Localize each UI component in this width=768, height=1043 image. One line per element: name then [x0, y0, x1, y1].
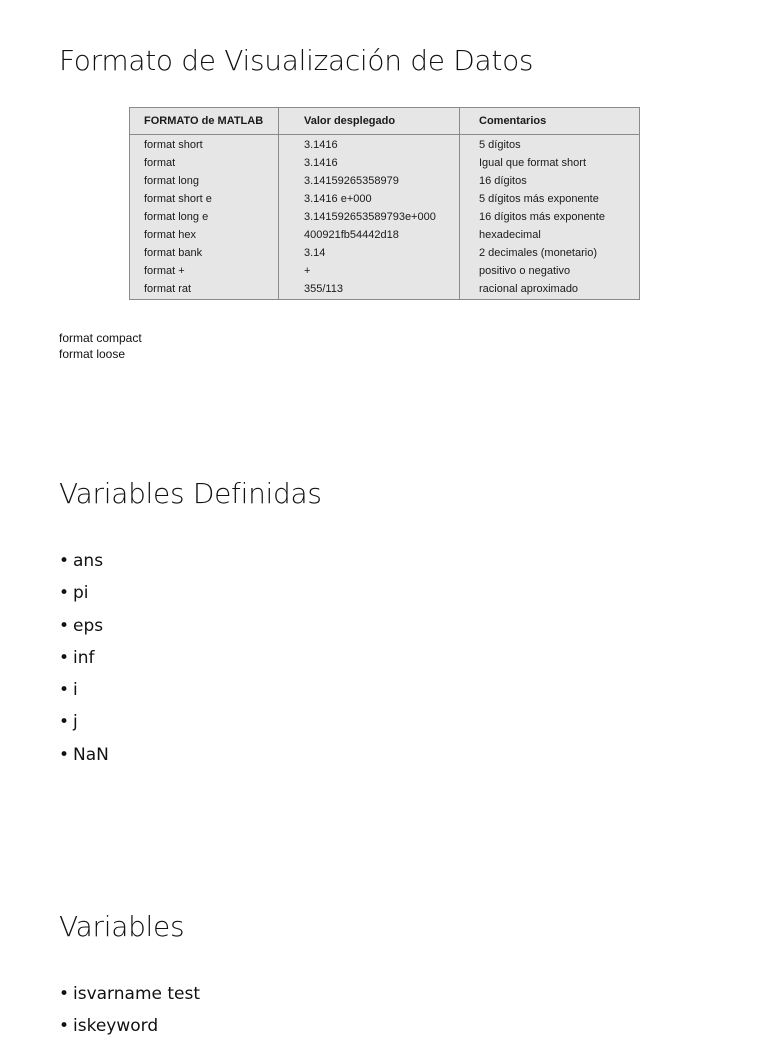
list-item-label: NaN [73, 744, 109, 765]
bullet-icon: • [59, 551, 70, 571]
variables-list [59, 978, 200, 1043]
list-item-label: eps [73, 615, 104, 636]
format-notes [59, 330, 142, 362]
table-header-comentarios: Comentarios [479, 115, 547, 127]
table-header-format: FORMATO de MATLAB [144, 115, 264, 127]
list-item-label: inf [73, 647, 95, 668]
table-cell: 3.1416 [304, 157, 338, 169]
list-item [59, 642, 109, 674]
table-cell: 2 decimales (monetario) [479, 247, 597, 259]
list-item [59, 610, 109, 642]
table-cell: format [144, 157, 176, 169]
table-cell: format short [144, 139, 203, 151]
list-item [59, 577, 109, 609]
table-cell: 355/113 [304, 283, 343, 295]
table-cell: positivo o negativo [479, 265, 571, 277]
column-divider [278, 108, 279, 299]
table-cell: 5 dígitos [479, 139, 521, 151]
bullet-icon: • [59, 1016, 70, 1037]
table-cell: format + [144, 265, 185, 277]
header-divider [130, 134, 639, 135]
table-cell: 3.141592653589793e+000 [304, 211, 436, 223]
table-cell: 5 dígitos más exponente [479, 193, 599, 205]
list-item-label: i [73, 680, 78, 701]
table-cell: 3.1416 e+000 [304, 193, 372, 205]
format-table [129, 107, 640, 300]
table-cell: format long [144, 175, 200, 187]
table-cell: 3.14159265358979 [304, 175, 399, 187]
column-divider [459, 108, 460, 299]
defined-variables-list [59, 545, 109, 771]
list-item [59, 739, 109, 771]
table-header-valor: Valor desplegado [304, 115, 396, 127]
section-title-variables-definidas: Variables Definidas [59, 477, 322, 510]
table-cell: hexadecimal [479, 229, 541, 241]
bullet-icon: • [59, 680, 70, 701]
list-item [59, 978, 200, 1010]
table-cell: Igual que format short [479, 157, 587, 169]
section-title-formato: Formato de Visualización de Datos [59, 44, 534, 77]
table-cell: 3.1416 [304, 139, 338, 151]
note-format-loose: format loose [59, 347, 126, 361]
bullet-icon: • [59, 583, 70, 604]
list-item-label: pi [73, 583, 89, 604]
bullet-icon: • [59, 647, 70, 668]
table-cell: 3.14 [304, 247, 326, 259]
list-item-label: ans [73, 551, 104, 571]
list-item-label: j [73, 712, 78, 733]
section-title-variables: Variables [59, 910, 185, 943]
bullet-icon: • [59, 615, 70, 636]
list-item [59, 706, 109, 738]
bullet-icon: • [59, 744, 70, 765]
table-cell: + [304, 265, 311, 277]
table-cell: 16 dígitos más exponente [479, 211, 605, 223]
list-item-label: isvarname test [73, 984, 201, 1004]
bullet-icon: • [59, 712, 70, 733]
list-item [59, 1010, 200, 1042]
list-item-label: iskeyword [73, 1016, 159, 1037]
bullet-icon: • [59, 984, 70, 1004]
table-cell: format hex [144, 229, 196, 241]
list-item [59, 674, 109, 706]
table-cell: format short e [144, 193, 212, 205]
table-cell: racional aproximado [479, 283, 579, 295]
note-format-compact: format compact [59, 331, 142, 345]
table-cell: format long e [144, 211, 209, 223]
table-cell: format bank [144, 247, 203, 259]
table-cell: 16 dígitos [479, 175, 527, 187]
list-item [59, 545, 109, 577]
table-cell: 400921fb54442d18 [304, 229, 399, 241]
table-cell: format rat [144, 283, 192, 295]
